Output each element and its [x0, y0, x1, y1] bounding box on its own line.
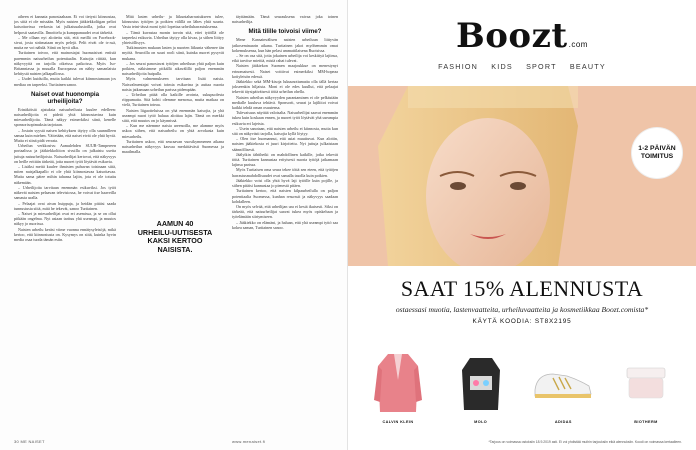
brand-logo [348, 16, 696, 56]
article-paragraph: Mitä lasten urheilu- ja liikuntaharrastukseen tulee, kiinnostus tyttöjen ja poikien välillä on lähes yhtä suurta. Vasta teini-iässä moni tyttö lopettaa urheiluharrastuksensa. [122, 14, 224, 30]
offer-subheadline: ostaessasi muotia, lastenvaatteita, urheiluvaatteita ja kosmetiikkaa Boozt.comista* [395, 305, 649, 314]
offer-footnote: *Tarjous on voimassa ostoksiin 18.9.2019 asti. Ei voi yhdistää muihin tarjouksiin eikä alennuksiin. Koodi on voimassa kertaalleen. [488, 440, 682, 444]
article-paragraph: On myös selvää, että urheilijan ura ei kestä ikuisesti. Siksi on tärkeää, että naisurheilijat saavat tukea myös opiskeluun ja työelämään siirtymiseen. [232, 203, 338, 220]
category-kids: KIDS [491, 62, 513, 71]
pull-quote-line: URHEILU-UUTISESTA [137, 227, 213, 237]
article-paragraph: Jääkiekko voisi olla yhtä hyvä laji tytöille kuin pojille, ja siihen pitäisi kannustaa jo pienestä pitäen. [232, 177, 338, 189]
article-paragraph: – Urheilun pitää olla kaikille avointa, sukupuolesta riippumatta. Sitä kohti olemme menossa, mutta matkaa on vielä, Turtiainen toteaa. [122, 92, 224, 108]
page-folio-url: www.menaiset.fi [232, 439, 266, 444]
article-paragraph: Turtiainen uskoo, että seuraavan vuosikymmenen aikana naisurheilun näkyvyys kasvaa merkittävästi Suomessa ja maailmalla. [122, 138, 224, 155]
article-paragraph: Naisten jääkiekon Suomen maajoukkue on menestynyt erinomaisesti. Naiset voittivat esimerkiksi MM-hopeaa kotiyleisön edessä. [232, 63, 338, 79]
delivery-badge [632, 128, 682, 178]
product-name: CALVIN KLEIN [382, 420, 414, 424]
page-folio-left: 30 ME NAISET [14, 439, 45, 444]
product-name: ADIDAS [554, 420, 572, 424]
article-paragraph: – Jääkiekko on elämäni, ja haluan, että yhä useampi tyttö saa kokea saman, Turtiainen sanoo. [232, 219, 338, 230]
article-paragraph: – Olen itse huomannut, että asiat muuttuvat. Kun aloitin, naisten jääkiekosta ei juuri kirjoitettu. Nyt juttuja julkaistaan säännöllisesti. [232, 136, 338, 152]
brand-tld: .com [568, 40, 588, 49]
brand-categories [348, 62, 696, 71]
article-paragraph: Jäälyikin tähtihetki on mahdollinen kaikille, jotka tekevät töitä. Turtiainen kannustaa erityisesti nuoria tyttöjä jatkamaan lajinsa parissa. [232, 151, 338, 168]
article-paragraph: – Uudet kuiduilla, mutta kaikki tulevat kiinnostumaan jos mediaa on tarpeeksi. Turtiainen sanoo. [14, 76, 116, 87]
blazer-image [366, 347, 430, 417]
product-name: MOLO [474, 420, 488, 424]
article-paragraph: – Jos seurat panostavat tyttöjen urheiluun yhtä paljon kuin poikien, näkisimme pitkällä aikavälillä paljon enemmän naisurheilijoita huipulla. [122, 60, 224, 77]
article-paragraph: Naisten liigaotteluissa on yhä enemmän katsojia, ja yhä useampi nuori tyttö haluaa aloittaa lajin. Tämä on merkki siitä, että muutos on jo käynnissä. [122, 107, 224, 124]
pull-quote [122, 220, 228, 264]
article-paragraph: – Lisäksi meitä kuulee ihmisten puhuvan toisinaan siitä, miten naisjalkapallo ei ole yhtä kiinnostavaa katsottavaa. Mutta sama pätee mihin tahansa lajiin, jota ei ole totuttu näkemään. [14, 164, 116, 185]
article-paragraph: Urheilun verkkosivu Aamulehden SUUR-Tampereen portaalissa ja jääkiekkoliiton sivuilla on julkaistu useita juttuja naisurheilijoista. Naisurheilijat kertovat, että näkyvyys on heille erittäin tärkeää, jotta nuoret tytöt löytävät esikuvia. [14, 143, 116, 164]
article-paragraph: Turtiainen kertoo, että naisten kilpaurheilulla on paljon potentiaalia Suomessa, kunhan resurssit ja näkyvyys saadaan kohdalleen. [232, 188, 338, 204]
offer-headline: SAAT 15% ALENNUSTA [400, 276, 644, 301]
article-paragraph: – Naiset ja miesurheilijat ovat eri asemissa, ja se on ollut pitkään ongelma. Nyt asiaan tarttuu yhä useampi, ja muutos näkyy jo nuorissa. [14, 210, 116, 227]
article-paragraph: täyttämään. Tämä seurauksena vaivaa joka toinen naisurheilija. [232, 14, 338, 25]
product-calvin-klein [362, 336, 434, 424]
article-paragraph: – Jostain syystä naisen kehityksen täytyy olla suunnilleen samaa kuin miehen. Väitetään, että naiset eivät ole yhtä hyviä. Mutta ei siinä pidä verrata. [14, 127, 116, 144]
article-paragraph: Mene Kansainvälisen naisten urheiluun liittyvän jatkoseminaarin aikana. Turtiainen jakoi myöhemmin omat kokemuksensa, kun hän pelasi ammattilaisena Ruotsissa. [232, 37, 338, 53]
hero-image [348, 86, 696, 266]
product-adidas [527, 336, 599, 424]
category-beauty: BEAUTY [569, 62, 606, 71]
article-paragraph: – Se on osa sitä, jotta jokainen urheilija voi keskittyä lajiinsa, eikä tarvitse miettiä, mistä rahat tulevat. [232, 53, 338, 64]
pull-quote-line: KAKSI KERTOO [147, 236, 203, 246]
article-paragraph: Naisten urheilu keräsi viime vuonna ennätysyleisöjä, mikä kertoo, että kiinnostusta on. Kysymys on siitä, kuinka hyvin media osaa tuoda tämän esiin. [14, 226, 116, 242]
article-paragraph: Myös valmennukseen tarvitaan lisää naisia. Naisvalmentajat voivat toimia esikuvina ja auttaa nuoria naisia jatkamaan urheilun parissa pidempään. [122, 76, 224, 92]
article-paragraph: Erinäköisiä ajatuksia naisurheilusta kuulee edelleen: naisurheilijoita ei pidetä yhtä kiinnostavina kuin miesurheilijoita. Tämä näkyy esimerkiksi siinä, kenelle sponsorisopimuksia tarjotaan. [14, 106, 116, 128]
brand-name: Boozt [456, 16, 568, 56]
kids-jacket-image [449, 347, 513, 417]
pull-quote-line: NAISISTA. [157, 244, 193, 254]
model-portrait-image [348, 86, 696, 266]
article-column-3 [232, 14, 338, 434]
article-paragraph: aiheen ei kannata panostaahaan. Ei voi tietysti kiinnostaa, jos siitä ei ole missään. Myös naisten jääkiekkoliigan peliot katsottavissa verkosta tai julkaisualustoilla, jotka ovat helposti saatavilla. Ilmoittelu ja kumppanuudet ovat tärkeitä. [14, 14, 116, 35]
article-paragraph: – Urheilijoita tarvitaan enemmän esikuviksi. Jos tytöt näkevät naisten pelaavan televisiossa, he voivat itse haaveilla samasta uralla. [14, 184, 116, 201]
article-paragraph: Jääkiekko sekä MM-kisoja lukuunottamatta olla tällä kertaa jokseenkin hiljaista. Moni ei ole edes kuullut, että pelaajat tekevät täysipäiväisesti töitä urheilun ohella. [232, 79, 338, 95]
category-fashion: FASHION [438, 62, 479, 71]
pull-quote-line: AAMUN 40 [156, 219, 194, 228]
sneaker-image [531, 347, 595, 417]
article-paragraph: Myös Turtiaisen oma seura tekee töitä sen eteen, että tyttöjen harrastusmahdollisuudet ovat samalla tasolla kuin poikien. [232, 167, 338, 178]
discount-code: KÄYTÄ KOODIA: ST8X2195 [472, 318, 572, 325]
article-paragraph: Tutkimusten mukaan lasten ja nuorten liikunta vähenee iän myötä. Seuroilla on suuri rooli siinä, kuinka nuoret pysyvät mukana. [122, 45, 224, 61]
product-name: BIOTHERM [634, 420, 658, 424]
article-paragraph: – Kun me näemme naisia areenoilla, me alamme myös uskoa siihen, että naisurheilu on yhtä arvokasta kuin miesurheilu. [122, 123, 224, 139]
article-paragraph: Tulevaisuus näyttää valoisalta. Naisurheilijat saavat enemmän tukea kuin koskaan ennen, ja nuoret tytöt löytävät yhä useampia esikuvia eri lajeista. [232, 110, 338, 126]
product-molo [445, 336, 517, 424]
badge-line: TOIMITUS [640, 153, 674, 160]
article-subheading: Naiset ovat huonompia urheilijoita? [30, 90, 100, 105]
article-subheading: Mitä tilille toivoisi viime? [248, 28, 322, 36]
article-paragraph: – Me ollaan nyt aloitettu sitä, että meillä on Facebook-sivut, josta striimataan myös pelejä. Pelit eivät ole tv:ssä, mutta ne voi nähdä. Siinä on hyvä alku. [14, 34, 116, 51]
article-paragraph: – Usein sanotaan, että naisten urheilu ei kiinnosta, mutta kun sitä on näkyvästi tarjolla, katsojia kyllä löytyy. [232, 125, 338, 137]
badge-line: 1-2 PÄIVÄN [638, 145, 676, 153]
article-paragraph: – Pelaajat ovat aivan huippuja, ja heidän pitäisi saada tunnustusta siitä, mitä he tekevät, sanoo Turtiainen. [14, 200, 116, 211]
article-paragraph: Naisten urheilun näkyvyyden parantaminen ei ole pelkästään medialle kuuluva tehtävä. Sponsorit, seurat ja lajiliitot voivat kaikki tehdä oman osuutensa. [232, 94, 338, 111]
product-row [362, 336, 682, 424]
category-sport: SPORT [526, 62, 557, 71]
article-paragraph: Turtiainen toivoo, että mainostajat huomaisivat entistä paremmin naisurheilun potentiaalin. Katsojia riittää, kun näkyvyyttä on tarjolla oikeissa paikoissa. Myös Iso-Britanniassa ja muualla Euroopassa on nähty samanlaista kehitystä naisten jalkapallossa. [14, 50, 116, 77]
cream-jar-image [614, 347, 678, 417]
article-column-1 [14, 14, 116, 434]
article-paragraph: – Tämä kuvastaa monin tavoin sitä, ettei tytöillä ole tarpeeksi esikuvia. Urheilun täytyy olla kivaa, ja siihen liittyy yhteisöllisyys. [122, 29, 224, 46]
right-page-advertisement [348, 0, 696, 450]
product-biotherm [610, 336, 682, 424]
